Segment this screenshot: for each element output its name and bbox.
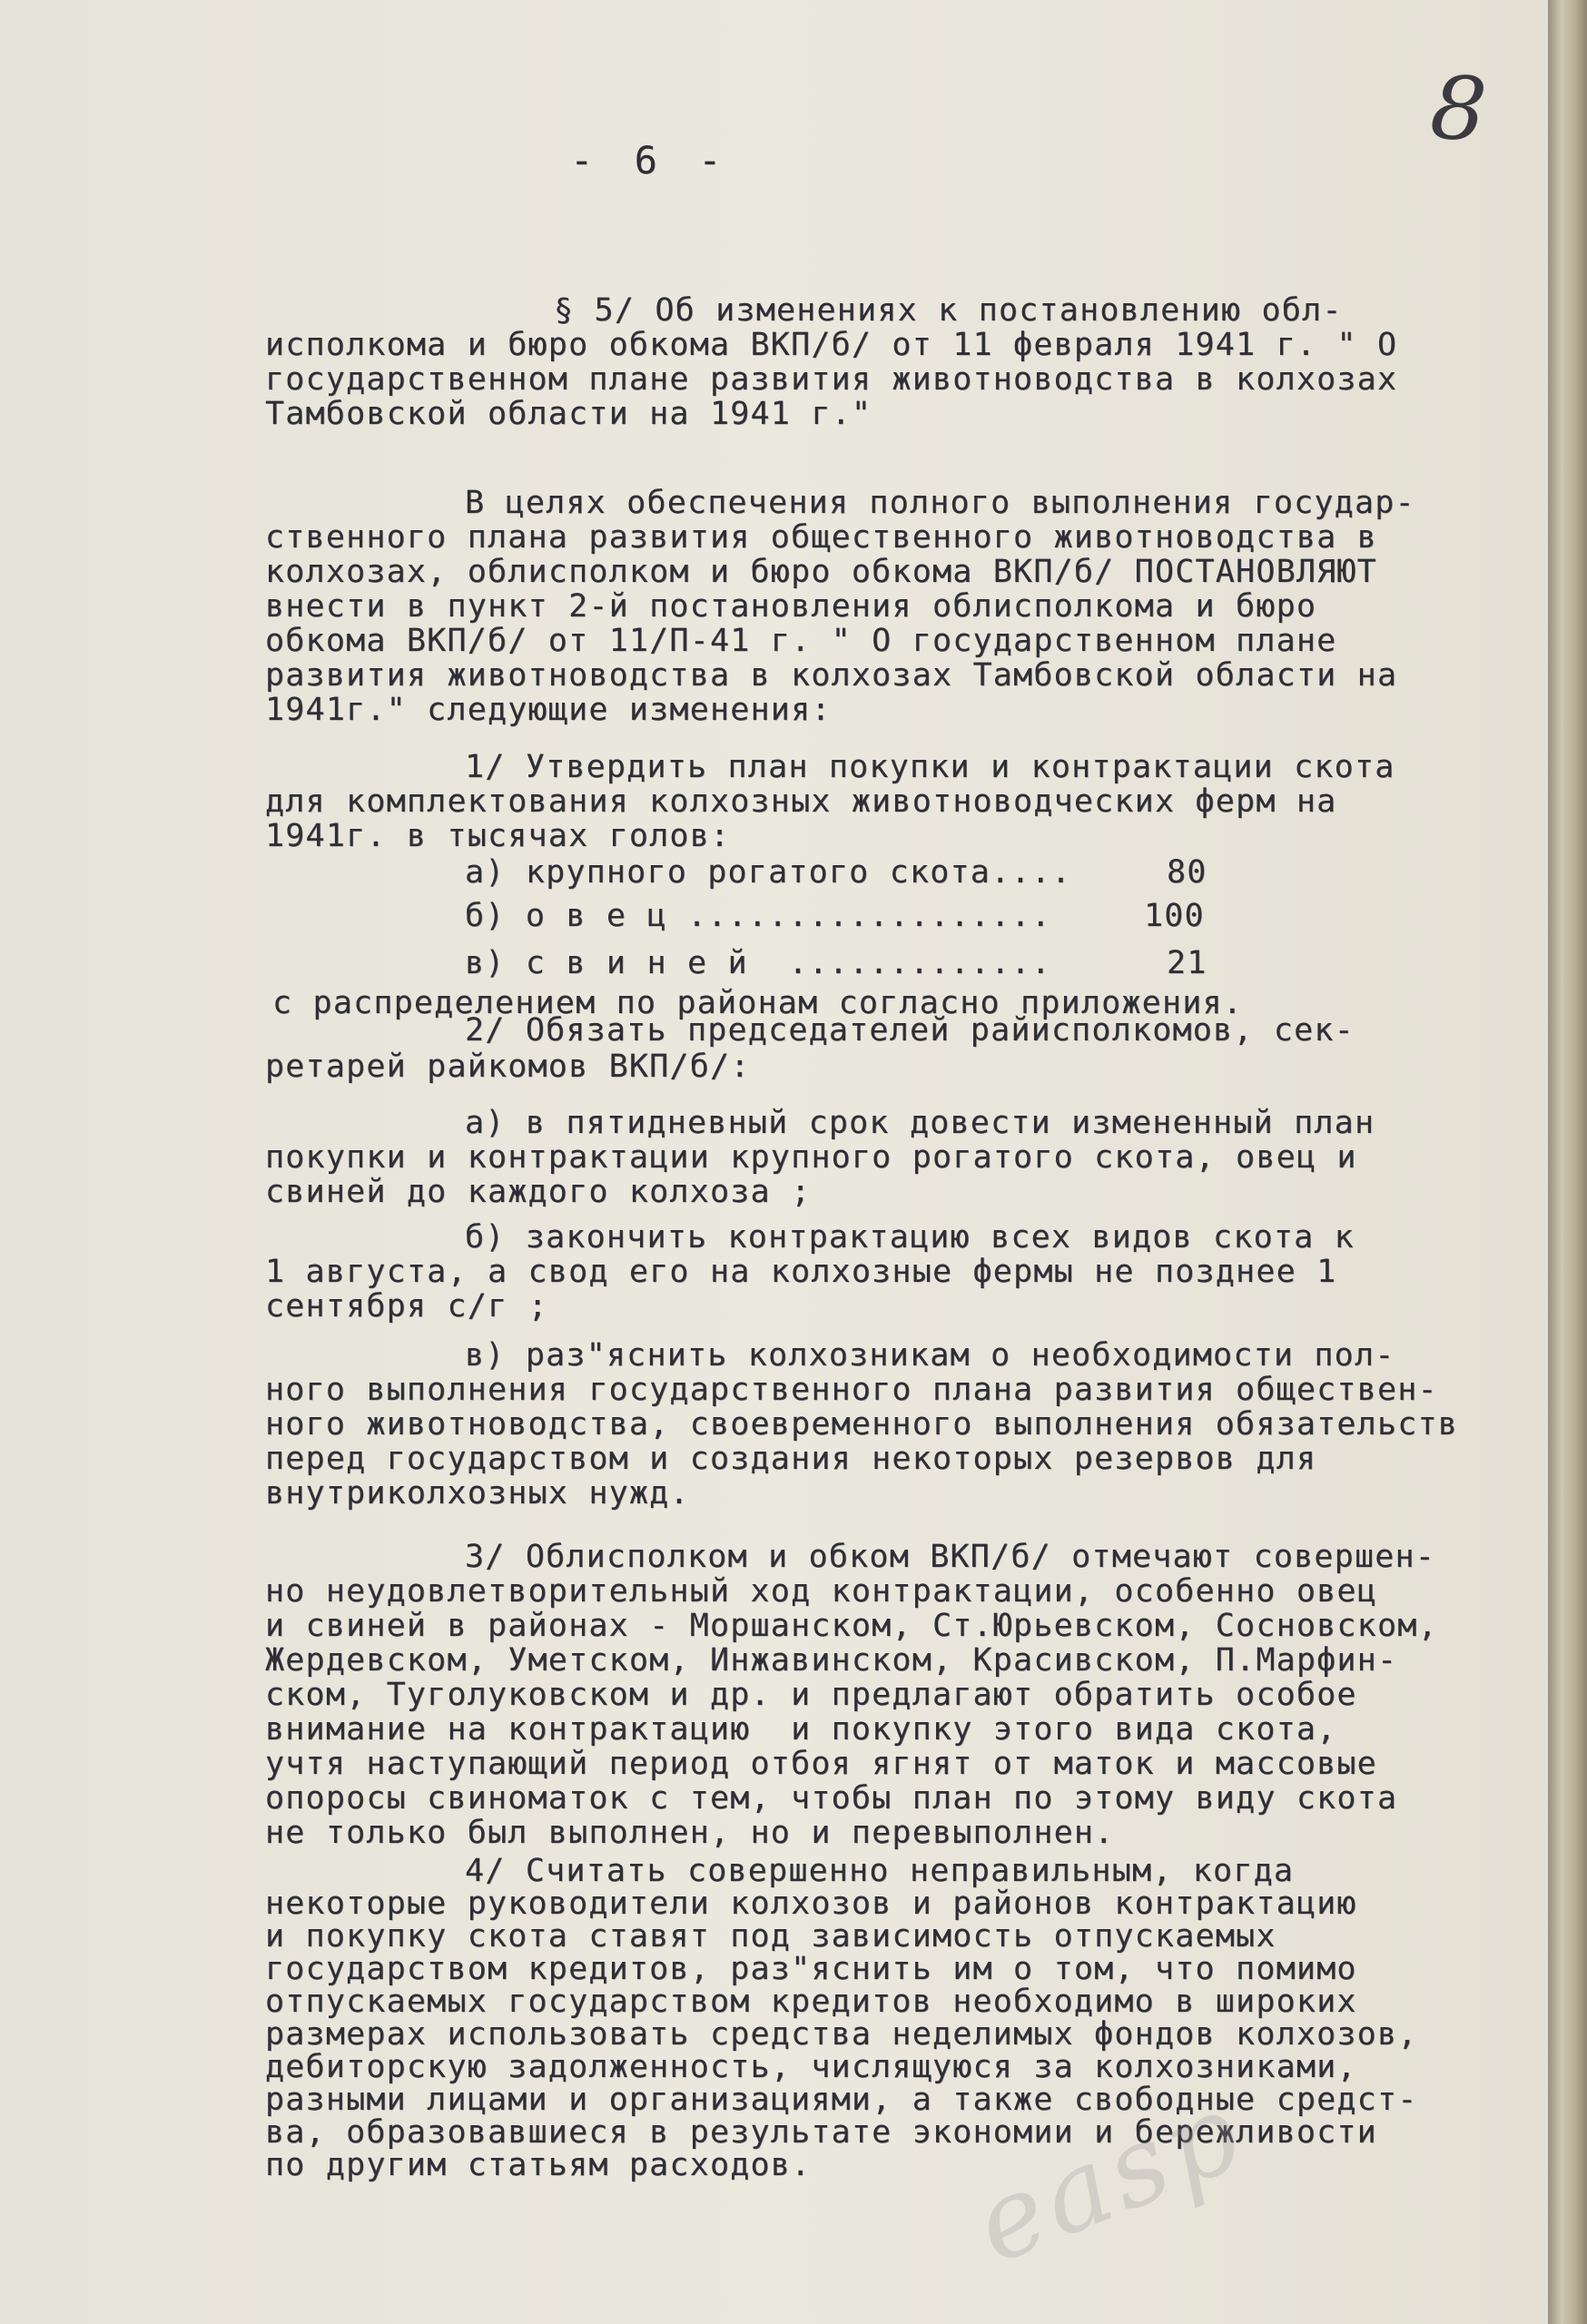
point4-line: 4/ Считать совершенно неправильным, когда <box>465 1853 1295 1889</box>
section-title-line: государственном плане развития животноводства в колхозах <box>265 361 1398 398</box>
point4-line: размерах использовать средства неделимых фондов колхозов, <box>265 2016 1418 2053</box>
point1-line: 1941г. в тысячах голов: <box>265 818 731 854</box>
intro-line: развития животноводства в колхозах Тамбовской области на <box>265 657 1398 694</box>
point2b-line: 1 августа, а свод его на колхозные фермы не позднее 1 <box>265 1254 1337 1290</box>
point2c-line: в) раз"яснить колхозникам о необходимости пол- <box>465 1337 1395 1374</box>
point2c-line: ного животноводства, своевременного выполнения обязательств <box>265 1406 1459 1443</box>
intro-line: ственного плана развития общественного животноводства в <box>265 519 1377 556</box>
livestock-sheep: б) о в е ц .................. <box>465 898 1051 934</box>
binding-edge <box>1548 0 1587 2324</box>
point3-line: учтя наступающий период отбоя ягнят от маток и массовые <box>265 1746 1377 1782</box>
archive-page-number: 8 <box>1427 56 1490 162</box>
point2c-line: перед государством и создания некоторых резервов для <box>265 1441 1317 1477</box>
point3-line: но неудовлетворительный ход контрактации, особенно овец <box>265 1573 1377 1610</box>
livestock-pigs-value: 21 <box>1167 945 1208 981</box>
point3-line: ском, Туголуковском и др. и предлагают обратить особое <box>265 1677 1357 1713</box>
point3-line: опоросы свиноматок с тем, чтобы план по этому виду скота <box>265 1780 1398 1817</box>
livestock-cattle-value: 80 <box>1167 854 1208 891</box>
livestock-cattle: а) крупного рогатого скота.... <box>465 854 1072 891</box>
point4-line: дебиторскую задолженность, числящуюся за колхозниками, <box>265 2049 1357 2085</box>
archive-watermark: easp <box>958 2067 1262 2290</box>
point3-line: Жердевском, Уметском, Инжавинском, Красивском, П.Марфин- <box>265 1642 1398 1679</box>
point4-line: разными лицами и организациями, а также свободные средст- <box>265 2082 1418 2118</box>
point2a-line: а) в пятидневный срок довести измененный план <box>465 1105 1375 1141</box>
section-title-line: § 5/ Об изменениях к постановлению обл- <box>554 292 1343 329</box>
page-number: - 6 - <box>570 138 731 182</box>
point2c-line: внутриколхозных нужд. <box>265 1475 690 1512</box>
point2-line: ретарей райкомов ВКП/б/: <box>265 1049 751 1085</box>
point2a-line: покупки и контрактации крупного рогатого скота, овец и <box>265 1139 1357 1176</box>
intro-line: внести в пункт 2-й постановления облисполкома и бюро <box>265 588 1317 625</box>
point2-line: 2/ Обязать председателей райисполкомов, сек- <box>465 1012 1355 1049</box>
point2c-line: ного выполнения государственного плана развития обществен- <box>265 1372 1438 1408</box>
livestock-sheep-value: 100 <box>1144 898 1205 934</box>
point3-line: не только был выполнен, но и перевыполнен. <box>265 1815 1115 1851</box>
point4-line: отпускаемых государством кредитов необходимо в широких <box>265 1984 1357 2020</box>
section-title-line: Тамбовской области на 1941 г." <box>265 396 872 432</box>
point4-line: по другим статьям расходов. <box>265 2147 812 2183</box>
point2b-line: сентября с/г ; <box>265 1288 548 1324</box>
point1-line: для комплектования колхозных животноводческих ферм на <box>265 783 1337 820</box>
point3-line: внимание на контрактацию и покупку этого вида скота, <box>265 1711 1337 1748</box>
point2b-line: б) закончить контрактацию всех видов скота к <box>465 1219 1355 1256</box>
section-title-line: исполкома и бюро обкома ВКП/б/ от 11 февраля 1941 г. " О <box>265 327 1398 363</box>
point3-line: 3/ Облисполком и обком ВКП/б/ отмечают совершен- <box>465 1539 1436 1575</box>
point3-line: и свиней в районах - Моршанском, Ст.Юрьевском, Сосновском, <box>265 1608 1438 1644</box>
intro-line: 1941г." следующие изменения: <box>265 692 832 728</box>
intro-line: колхозах, облисполком и бюро обкома ВКП/б/ ПОСТАНОВЛЯЮТ <box>265 554 1377 590</box>
livestock-pigs: в) с в и н е й ............. <box>465 945 1051 981</box>
point4-line: ва, образовавшиеся в результате экономии и бережливости <box>265 2114 1377 2151</box>
intro-line: В целях обеспечения полного выполнения государ- <box>465 485 1415 521</box>
point4-line: государством кредитов, раз"яснить им о том, что помимо <box>265 1951 1357 1987</box>
point1-line: 1/ Утвердить план покупки и контрактации скота <box>465 749 1395 785</box>
point2a-line: свиней до каждого колхоза ; <box>265 1174 812 1210</box>
point4-line: некоторые руководители колхозов и районов контрактацию <box>265 1886 1357 1922</box>
intro-line: обкома ВКП/б/ от 11/П-41 г. " О государственном плане <box>265 623 1337 659</box>
point4-line: и покупку скота ставят под зависимость отпускаемых <box>265 1918 1276 1955</box>
distribution-note: с распределением по районам согласно приложения. <box>272 985 1244 1021</box>
